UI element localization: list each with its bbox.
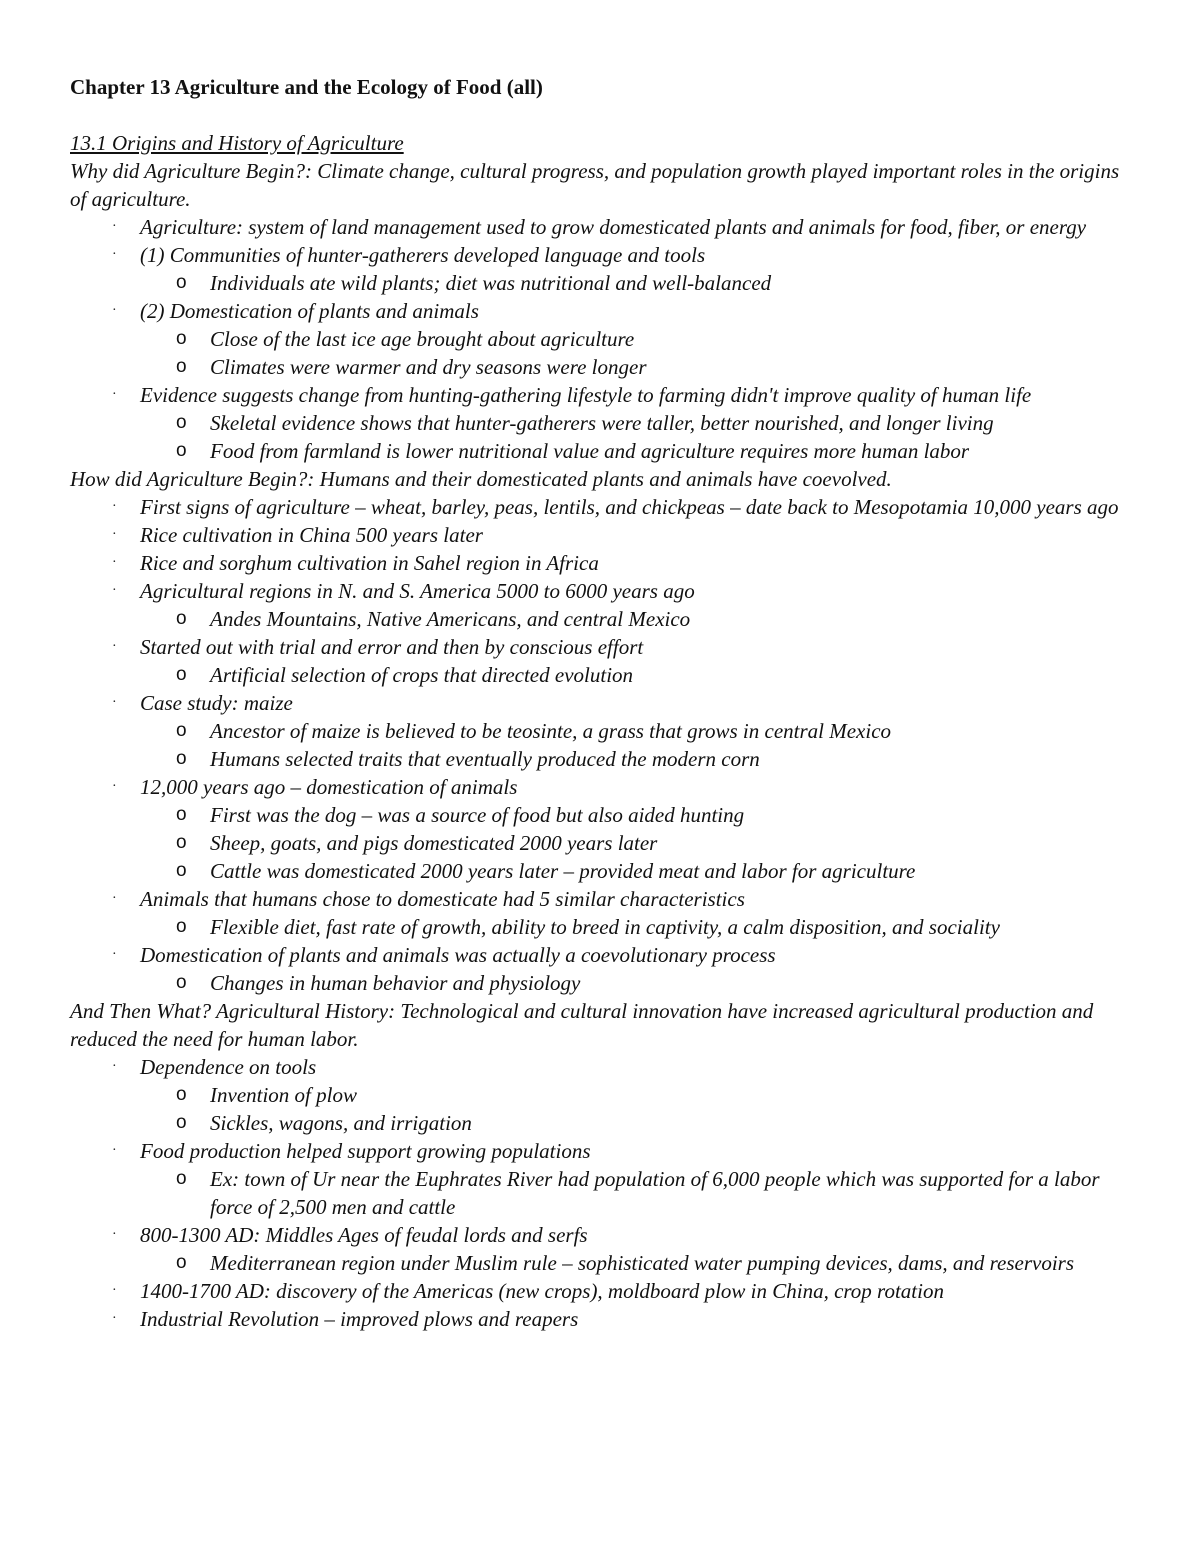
list-item-text: (2) Domestication of plants and animals bbox=[140, 299, 479, 323]
sub-list-item bbox=[140, 437, 1140, 465]
list-item bbox=[70, 941, 1140, 997]
sub-list-item-text: Ex: town of Ur near the Euphrates River had population of 6,000 people which was supported for a labor force of 2,500 men and cattle bbox=[210, 1167, 1100, 1219]
circle-bullet-icon: o bbox=[176, 1252, 187, 1273]
list-item bbox=[70, 297, 1140, 381]
list-item-text: Agriculture: system of land management used to grow domesticated plants and animals for food, fiber, or energy bbox=[140, 215, 1087, 239]
sub-bullet-list bbox=[140, 969, 1140, 997]
circle-bullet-icon: o bbox=[176, 748, 187, 769]
document-body bbox=[70, 157, 1140, 1333]
sub-list-item bbox=[140, 605, 1140, 633]
circle-bullet-icon: o bbox=[176, 1168, 187, 1189]
list-item bbox=[70, 633, 1140, 689]
bullet-icon: · bbox=[112, 1059, 117, 1074]
chapter-title: Chapter 13 Agriculture and the Ecology of Food (all) bbox=[70, 75, 543, 99]
sub-list-item bbox=[140, 1109, 1140, 1137]
sub-list-item bbox=[140, 801, 1140, 829]
list-item bbox=[70, 493, 1140, 521]
list-item bbox=[70, 1221, 1140, 1277]
bullet-icon: · bbox=[112, 499, 117, 514]
sub-list-item bbox=[140, 857, 1140, 885]
list-item-text: 12,000 years ago – domestication of animals bbox=[140, 775, 518, 799]
bullet-icon: · bbox=[112, 303, 117, 318]
list-item bbox=[70, 213, 1140, 241]
list-item bbox=[70, 521, 1140, 549]
sub-list-item-text: Ancestor of maize is believed to be teosinte, a grass that grows in central Mexico bbox=[210, 719, 892, 743]
sub-list-item-text: Sickles, wagons, and irrigation bbox=[210, 1111, 472, 1135]
circle-bullet-icon: o bbox=[176, 860, 187, 881]
list-item-text: Rice and sorghum cultivation in Sahel region in Africa bbox=[140, 551, 599, 575]
sub-bullet-list bbox=[140, 605, 1140, 633]
bullet-icon: · bbox=[112, 387, 117, 402]
section-intro-paragraph: Why did Agriculture Begin?: Climate change, cultural progress, and population growth played important roles in the origins of agriculture. bbox=[70, 159, 1120, 211]
sub-list-item-text: Climates were warmer and dry seasons were longer bbox=[210, 355, 647, 379]
list-item bbox=[70, 1053, 1140, 1137]
list-item-text: Rice cultivation in China 500 years later bbox=[140, 523, 483, 547]
sub-bullet-list bbox=[140, 1249, 1140, 1277]
circle-bullet-icon: o bbox=[176, 356, 187, 377]
section-intro-paragraph: And Then What? Agricultural History: Technological and cultural innovation have increased agricultural production and reduced the need for human labor. bbox=[70, 999, 1094, 1051]
sub-bullet-list bbox=[140, 325, 1140, 381]
circle-bullet-icon: o bbox=[176, 916, 187, 937]
circle-bullet-icon: o bbox=[176, 664, 187, 685]
sub-list-item bbox=[140, 717, 1140, 745]
sub-list-item-text: Skeletal evidence shows that hunter-gatherers were taller, better nourished, and longer living bbox=[210, 411, 994, 435]
sub-bullet-list bbox=[140, 409, 1140, 465]
list-item-text: 800-1300 AD: Middles Ages of feudal lords and serfs bbox=[140, 1223, 588, 1247]
list-item bbox=[70, 885, 1140, 941]
bullet-icon: · bbox=[112, 219, 117, 234]
sub-list-item bbox=[140, 969, 1140, 997]
bullet-list bbox=[70, 1053, 1140, 1333]
list-item bbox=[70, 689, 1140, 773]
sub-list-item-text: Artificial selection of crops that directed evolution bbox=[210, 663, 634, 687]
sub-list-item-text: Andes Mountains, Native Americans, and central Mexico bbox=[210, 607, 691, 631]
list-item-text: 1400-1700 AD: discovery of the Americas (new crops), moldboard plow in China, crop rotation bbox=[140, 1279, 944, 1303]
list-item bbox=[70, 1305, 1140, 1333]
circle-bullet-icon: o bbox=[176, 608, 187, 629]
sub-list-item-text: Individuals ate wild plants; diet was nutritional and well-balanced bbox=[210, 271, 772, 295]
sub-list-item-text: Mediterranean region under Muslim rule – sophisticated water pumping devices, dams, and reservoirs bbox=[210, 1251, 1075, 1275]
sub-list-item-text: Cattle was domesticated 2000 years later – provided meat and labor for agriculture bbox=[210, 859, 916, 883]
list-item-text: Agricultural regions in N. and S. America 5000 to 6000 years ago bbox=[140, 579, 695, 603]
bullet-icon: · bbox=[112, 583, 117, 598]
circle-bullet-icon: o bbox=[176, 412, 187, 433]
sub-list-item-text: Close of the last ice age brought about agriculture bbox=[210, 327, 635, 351]
sub-list-item-text: Invention of plow bbox=[210, 1083, 357, 1107]
sub-list-item bbox=[140, 1165, 1140, 1221]
circle-bullet-icon: o bbox=[176, 832, 187, 853]
bullet-list bbox=[70, 213, 1140, 465]
sub-list-item-text: Changes in human behavior and physiology bbox=[210, 971, 581, 995]
list-item-text: (1) Communities of hunter-gatherers developed language and tools bbox=[140, 243, 706, 267]
sub-list-item-text: First was the dog – was a source of food but also aided hunting bbox=[210, 803, 745, 827]
list-item bbox=[70, 241, 1140, 297]
sub-bullet-list bbox=[140, 913, 1140, 941]
sub-list-item bbox=[140, 913, 1140, 941]
sub-list-item bbox=[140, 353, 1140, 381]
list-item bbox=[70, 773, 1140, 885]
sub-bullet-list bbox=[140, 1165, 1140, 1221]
sub-list-item bbox=[140, 269, 1140, 297]
list-item bbox=[70, 1137, 1140, 1221]
bullet-icon: · bbox=[112, 555, 117, 570]
list-item-text: Animals that humans chose to domesticate had 5 similar characteristics bbox=[140, 887, 745, 911]
list-item-text: Evidence suggests change from hunting-gathering lifestyle to farming didn't improve quality of human life bbox=[140, 383, 1032, 407]
sub-bullet-list bbox=[140, 801, 1140, 885]
list-item bbox=[70, 1277, 1140, 1305]
bullet-icon: · bbox=[112, 779, 117, 794]
list-item-text: Started out with trial and error and then by conscious effort bbox=[140, 635, 644, 659]
bullet-icon: · bbox=[112, 639, 117, 654]
bullet-icon: · bbox=[112, 1227, 117, 1242]
bullet-icon: · bbox=[112, 1283, 117, 1298]
list-item-text: First signs of agriculture – wheat, barley, peas, lentils, and chickpeas – date back to Mesopotamia 10,000 years ago bbox=[140, 495, 1119, 519]
bullet-icon: · bbox=[112, 527, 117, 542]
sub-bullet-list bbox=[140, 661, 1140, 689]
list-item-text: Industrial Revolution – improved plows and reapers bbox=[140, 1307, 579, 1331]
circle-bullet-icon: o bbox=[176, 328, 187, 349]
list-item-text: Domestication of plants and animals was actually a coevolutionary process bbox=[140, 943, 776, 967]
sub-list-item-text: Sheep, goats, and pigs domesticated 2000 years later bbox=[210, 831, 658, 855]
sub-list-item bbox=[140, 409, 1140, 437]
bullet-icon: · bbox=[112, 247, 117, 262]
bullet-icon: · bbox=[112, 1143, 117, 1158]
bullet-icon: · bbox=[112, 1311, 117, 1326]
list-item-text: Case study: maize bbox=[140, 691, 293, 715]
document-page bbox=[70, 72, 1140, 1333]
sub-list-item bbox=[140, 829, 1140, 857]
circle-bullet-icon: o bbox=[176, 804, 187, 825]
sub-list-item bbox=[140, 325, 1140, 353]
circle-bullet-icon: o bbox=[176, 720, 187, 741]
sub-list-item-text: Food from farmland is lower nutritional value and agriculture requires more human labor bbox=[210, 439, 970, 463]
circle-bullet-icon: o bbox=[176, 440, 187, 461]
sub-list-item-text: Flexible diet, fast rate of growth, ability to breed in captivity, a calm disposition, and sociality bbox=[210, 915, 1000, 939]
section-intro-paragraph: How did Agriculture Begin?: Humans and their domesticated plants and animals have coevolved. bbox=[70, 467, 892, 491]
list-item-text: Dependence on tools bbox=[140, 1055, 317, 1079]
sub-list-item bbox=[140, 661, 1140, 689]
circle-bullet-icon: o bbox=[176, 272, 187, 293]
bullet-icon: · bbox=[112, 891, 117, 906]
sub-list-item-text: Humans selected traits that eventually produced the modern corn bbox=[210, 747, 760, 771]
list-item bbox=[70, 577, 1140, 633]
list-item bbox=[70, 549, 1140, 577]
circle-bullet-icon: o bbox=[176, 1112, 187, 1133]
sub-list-item bbox=[140, 745, 1140, 773]
sub-bullet-list bbox=[140, 1081, 1140, 1137]
circle-bullet-icon: o bbox=[176, 1084, 187, 1105]
circle-bullet-icon: o bbox=[176, 972, 187, 993]
sub-bullet-list bbox=[140, 269, 1140, 297]
list-item-text: Food production helped support growing populations bbox=[140, 1139, 591, 1163]
section-heading: 13.1 Origins and History of Agriculture bbox=[70, 131, 404, 155]
list-item bbox=[70, 381, 1140, 465]
bullet-list bbox=[70, 493, 1140, 997]
bullet-icon: · bbox=[112, 947, 117, 962]
sub-list-item bbox=[140, 1249, 1140, 1277]
bullet-icon: · bbox=[112, 695, 117, 710]
sub-bullet-list bbox=[140, 717, 1140, 773]
sub-list-item bbox=[140, 1081, 1140, 1109]
